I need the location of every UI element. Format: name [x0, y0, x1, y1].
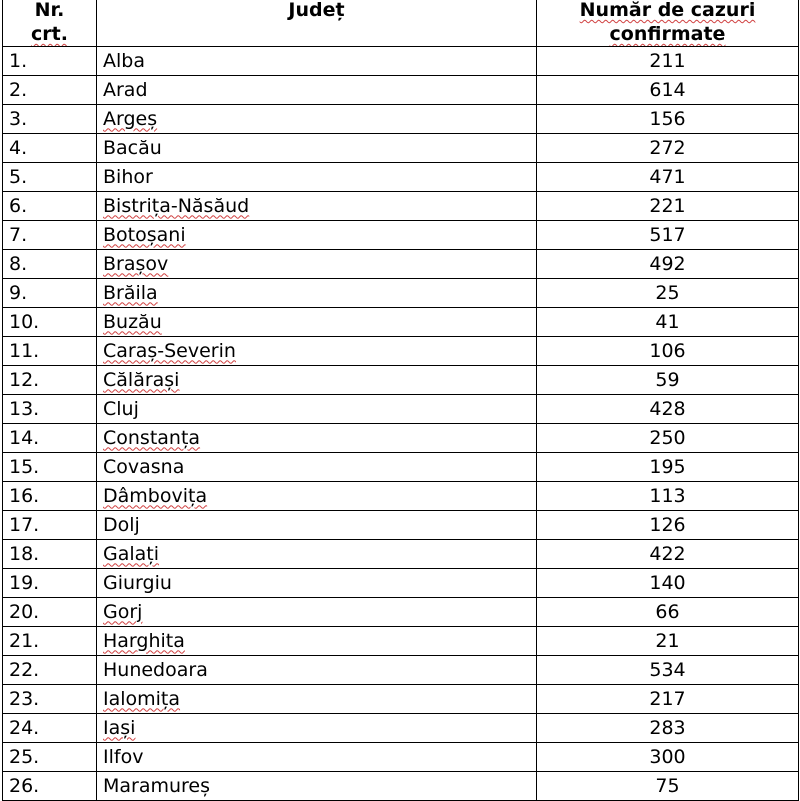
row-number: 21.: [3, 627, 97, 656]
confirmed-cases-value: 41: [537, 308, 799, 337]
county-name: Călărași: [103, 368, 180, 391]
county-name: Arad: [103, 78, 148, 101]
confirmed-cases-table: [2, 0, 799, 801]
table-row: [3, 163, 799, 192]
row-number: 12.: [3, 366, 97, 395]
county-name: Cluj: [103, 397, 139, 420]
confirmed-cases-value: 25: [537, 279, 799, 308]
county-name-cell: [97, 221, 537, 250]
county-name: Maramureș: [103, 774, 211, 797]
row-number: 16.: [3, 482, 97, 511]
county-name-cell: [97, 656, 537, 685]
header-cases-line1: Număr de cazuri: [579, 0, 756, 21]
county-name-cell: [97, 134, 537, 163]
table-row: [3, 482, 799, 511]
county-name-cell: [97, 337, 537, 366]
county-name-cell: [97, 279, 537, 308]
county-name-cell: [97, 482, 537, 511]
row-number: 15.: [3, 453, 97, 482]
table-row: [3, 772, 799, 801]
county-name-cell: [97, 424, 537, 453]
confirmed-cases-value: 59: [537, 366, 799, 395]
header-county: [97, 0, 537, 47]
table-row: [3, 76, 799, 105]
county-name: Buzău: [103, 310, 162, 333]
county-name-cell: [97, 511, 537, 540]
confirmed-cases-value: 283: [537, 714, 799, 743]
row-number: 10.: [3, 308, 97, 337]
confirmed-cases-value: 422: [537, 540, 799, 569]
confirmed-cases-value: 126: [537, 511, 799, 540]
confirmed-cases-value: 517: [537, 221, 799, 250]
header-county-label: Județ: [288, 0, 345, 21]
table-row: [3, 627, 799, 656]
table-row: [3, 47, 799, 76]
confirmed-cases-value: 471: [537, 163, 799, 192]
row-number: 3.: [3, 105, 97, 134]
county-name-cell: [97, 76, 537, 105]
confirmed-cases-value: 534: [537, 656, 799, 685]
county-name-cell: [97, 714, 537, 743]
row-number: 5.: [3, 163, 97, 192]
table-row: [3, 134, 799, 163]
county-name-cell: [97, 366, 537, 395]
confirmed-cases-value: 195: [537, 453, 799, 482]
table-row: [3, 656, 799, 685]
county-name-cell: [97, 105, 537, 134]
table-row: [3, 511, 799, 540]
row-number: 17.: [3, 511, 97, 540]
county-name: Harghita: [103, 629, 185, 652]
county-name-cell: [97, 453, 537, 482]
county-name-cell: [97, 772, 537, 801]
county-name: Bacău: [103, 136, 162, 159]
table-header-row: [3, 0, 799, 47]
confirmed-cases-value: 75: [537, 772, 799, 801]
table-row: [3, 598, 799, 627]
county-name: Brăila: [103, 281, 158, 304]
county-name: Dâmbovița: [103, 484, 208, 507]
row-number: 25.: [3, 743, 97, 772]
row-number: 6.: [3, 192, 97, 221]
county-name-cell: [97, 47, 537, 76]
county-name: Hunedoara: [103, 658, 208, 681]
county-name-cell: [97, 743, 537, 772]
county-name: Ialomița: [103, 687, 181, 710]
table-row: [3, 308, 799, 337]
header-nr-line2: crt.: [31, 23, 68, 45]
confirmed-cases-value: 221: [537, 192, 799, 221]
table-row: [3, 714, 799, 743]
row-number: 9.: [3, 279, 97, 308]
row-number: 14.: [3, 424, 97, 453]
confirmed-cases-value: 211: [537, 47, 799, 76]
county-name-cell: [97, 308, 537, 337]
county-name-cell: [97, 540, 537, 569]
confirmed-cases-value: 300: [537, 743, 799, 772]
county-name-cell: [97, 250, 537, 279]
confirmed-cases-value: 156: [537, 105, 799, 134]
county-name-cell: [97, 569, 537, 598]
confirmed-cases-value: 21: [537, 627, 799, 656]
county-name-cell: [97, 627, 537, 656]
table-row: [3, 192, 799, 221]
header-cases-line2: confirmate: [609, 23, 726, 45]
table-row: [3, 366, 799, 395]
confirmed-cases-value: 106: [537, 337, 799, 366]
header-nr-line1: Nr.: [34, 0, 65, 21]
row-number: 13.: [3, 395, 97, 424]
county-name: Caraș-Severin: [103, 339, 236, 362]
row-number: 19.: [3, 569, 97, 598]
table-row: [3, 105, 799, 134]
county-name: Argeș: [103, 107, 158, 130]
table-row: [3, 453, 799, 482]
confirmed-cases-value: 217: [537, 685, 799, 714]
row-number: 18.: [3, 540, 97, 569]
row-number: 1.: [3, 47, 97, 76]
row-number: 24.: [3, 714, 97, 743]
confirmed-cases-value: 492: [537, 250, 799, 279]
county-name: Gorj: [103, 600, 143, 623]
row-number: 4.: [3, 134, 97, 163]
county-name: Brașov: [103, 252, 169, 275]
table-row: [3, 569, 799, 598]
row-number: 22.: [3, 656, 97, 685]
header-nr: [3, 0, 97, 47]
confirmed-cases-value: 272: [537, 134, 799, 163]
county-name-cell: [97, 395, 537, 424]
table-row: [3, 540, 799, 569]
table-row: [3, 743, 799, 772]
confirmed-cases-value: 113: [537, 482, 799, 511]
county-name-cell: [97, 685, 537, 714]
county-name: Alba: [103, 49, 145, 72]
table-row: [3, 337, 799, 366]
table-row: [3, 395, 799, 424]
county-name-cell: [97, 192, 537, 221]
row-number: 2.: [3, 76, 97, 105]
confirmed-cases-value: 250: [537, 424, 799, 453]
table-row: [3, 250, 799, 279]
confirmed-cases-value: 614: [537, 76, 799, 105]
row-number: 11.: [3, 337, 97, 366]
confirmed-cases-value: 140: [537, 569, 799, 598]
row-number: 20.: [3, 598, 97, 627]
county-name: Constanța: [103, 426, 201, 449]
county-name: Galați: [103, 542, 160, 565]
county-name: Botoșani: [103, 223, 186, 246]
table-row: [3, 221, 799, 250]
table-row: [3, 424, 799, 453]
table-row: [3, 279, 799, 308]
confirmed-cases-value: 66: [537, 598, 799, 627]
county-name-cell: [97, 598, 537, 627]
confirmed-cases-value: 428: [537, 395, 799, 424]
row-number: 8.: [3, 250, 97, 279]
county-name: Giurgiu: [103, 571, 172, 594]
county-name: Bihor: [103, 165, 153, 188]
county-name: Ilfov: [103, 745, 144, 768]
table-row: [3, 685, 799, 714]
row-number: 23.: [3, 685, 97, 714]
county-name-cell: [97, 163, 537, 192]
header-cases: [537, 0, 799, 47]
row-number: 7.: [3, 221, 97, 250]
row-number: 26.: [3, 772, 97, 801]
county-name: Iași: [103, 716, 136, 739]
county-name: Covasna: [103, 455, 185, 478]
county-name: Dolj: [103, 513, 140, 536]
county-name: Bistrița-Năsăud: [103, 194, 250, 217]
